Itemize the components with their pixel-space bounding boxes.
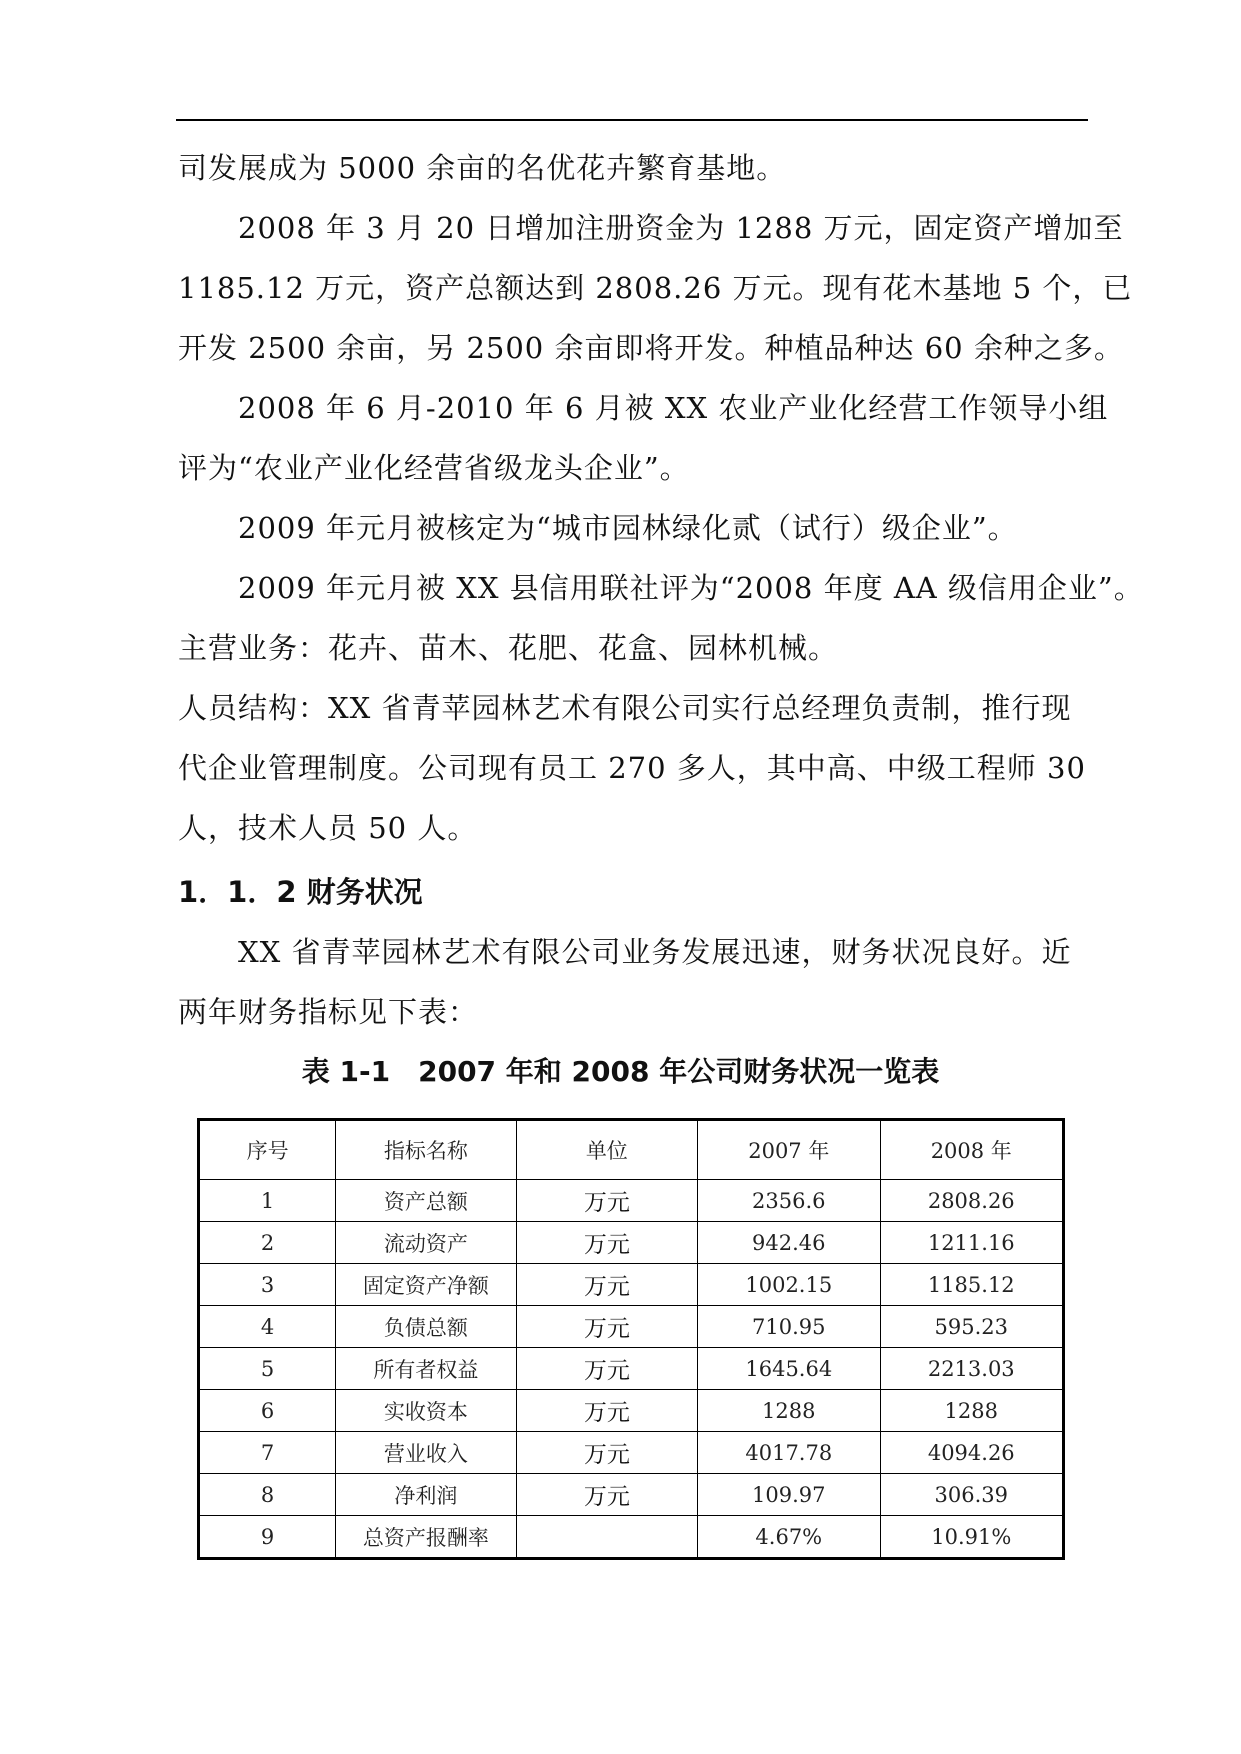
cell-2008: 10.91% [880,1516,1063,1559]
cell-2007: 942.46 [698,1222,880,1264]
table-row [199,1516,1064,1559]
cell-serial: 5 [199,1348,336,1390]
cell-unit: 万元 [516,1306,697,1348]
cell-unit: 万元 [516,1180,697,1222]
staff-structure-line-2: 代企业管理制度。公司现有员工 270 多人，其中高、中级工程师 30 [178,751,1086,785]
cell-indicator: 营业收入 [336,1432,516,1474]
cell-indicator: 实收资本 [336,1390,516,1432]
cell-indicator: 固定资产净额 [336,1264,516,1306]
cell-2007: 4017.78 [698,1432,880,1474]
cell-2008: 595.23 [880,1306,1063,1348]
paragraph-line-4: 开发 2500 余亩，另 2500 余亩即将开发。种植品种达 60 余种之多。 [178,331,1124,365]
paragraph-line-13: XX 省青苹园林艺术有限公司业务发展迅速，财务状况良好。近 [238,935,1072,969]
paragraph-line-8: 2009 年元月被 XX 县信用联社评为“2008 年度 AA 级信用企业”。 [238,571,1144,605]
cell-indicator: 资产总额 [336,1180,516,1222]
staff-structure-line-3: 人，技术人员 50 人。 [178,811,478,845]
header-unit: 单位 [516,1120,697,1180]
cell-indicator: 净利润 [336,1474,516,1516]
cell-2008: 1288 [880,1390,1063,1432]
table-row [199,1264,1064,1306]
cell-2008: 2213.03 [880,1348,1063,1390]
cell-serial: 8 [199,1474,336,1516]
cell-unit: 万元 [516,1474,697,1516]
cell-2007: 2356.6 [698,1180,880,1222]
header-indicator: 指标名称 [336,1120,516,1180]
cell-2007: 1288 [698,1390,880,1432]
table-row [199,1348,1064,1390]
cell-indicator: 所有者权益 [336,1348,516,1390]
cell-unit: 万元 [516,1432,697,1474]
cell-serial: 3 [199,1264,336,1306]
cell-serial: 7 [199,1432,336,1474]
cell-2007: 710.95 [698,1306,880,1348]
cell-serial: 6 [199,1390,336,1432]
cell-2007: 1645.64 [698,1348,880,1390]
cell-serial: 1 [199,1180,336,1222]
table-caption: 表 1-1 2007 年和 2008 年公司财务状况一览表 [301,1055,940,1088]
cell-2008: 1185.12 [880,1264,1063,1306]
table-row [199,1432,1064,1474]
table-row [199,1390,1064,1432]
table-row [199,1180,1064,1222]
cell-indicator: 总资产报酬率 [336,1516,516,1559]
cell-2008: 4094.26 [880,1432,1063,1474]
cell-2007: 4.67% [698,1516,880,1559]
cell-unit: 万元 [516,1264,697,1306]
header-2007: 2007 年 [698,1120,880,1180]
staff-structure-line-1: 人员结构：XX 省青苹园林艺术有限公司实行总经理负责制，推行现 [178,691,1072,725]
cell-2007: 1002.15 [698,1264,880,1306]
cell-serial: 2 [199,1222,336,1264]
header-rule [176,119,1088,121]
paragraph-line-7: 2009 年元月被核定为“城市园林绿化贰（试行）级企业”。 [238,511,1018,545]
table-header-row [199,1120,1064,1180]
paragraph-line-3: 1185.12 万元，资产总额达到 2808.26 万元。现有花木基地 5 个，已 [178,271,1133,305]
paragraph-line-14: 两年财务指标见下表： [178,995,479,1029]
table-row [199,1222,1064,1264]
cell-serial: 9 [199,1516,336,1559]
main-business-line: 主营业务：花卉、苗木、花肥、花盒、园林机械。 [178,631,839,665]
paragraph-line-2: 2008 年 3 月 20 日增加注册资金为 1288 万元，固定资产增加至 [238,211,1124,245]
cell-indicator: 负债总额 [336,1306,516,1348]
cell-serial: 4 [199,1306,336,1348]
header-2008: 2008 年 [880,1120,1063,1180]
cell-unit [516,1516,697,1559]
financial-table [197,1118,1065,1560]
paragraph-line-6: 评为“农业产业化经营省级龙头企业”。 [178,451,690,485]
cell-2008: 2808.26 [880,1180,1063,1222]
cell-unit: 万元 [516,1390,697,1432]
paragraph-line-1: 司发展成为 5000 余亩的名优花卉繁育基地。 [178,151,787,185]
cell-2007: 109.97 [698,1474,880,1516]
table-row [199,1306,1064,1348]
cell-unit: 万元 [516,1222,697,1264]
paragraph-line-5: 2008 年 6 月-2010 年 6 月被 XX 农业产业化经营工作领导小组 [238,391,1109,425]
cell-indicator: 流动资产 [336,1222,516,1264]
section-heading: 1．1．2 财务状况 [178,875,423,909]
cell-2008: 1211.16 [880,1222,1063,1264]
header-serial: 序号 [199,1120,336,1180]
cell-2008: 306.39 [880,1474,1063,1516]
table-row [199,1474,1064,1516]
cell-unit: 万元 [516,1348,697,1390]
